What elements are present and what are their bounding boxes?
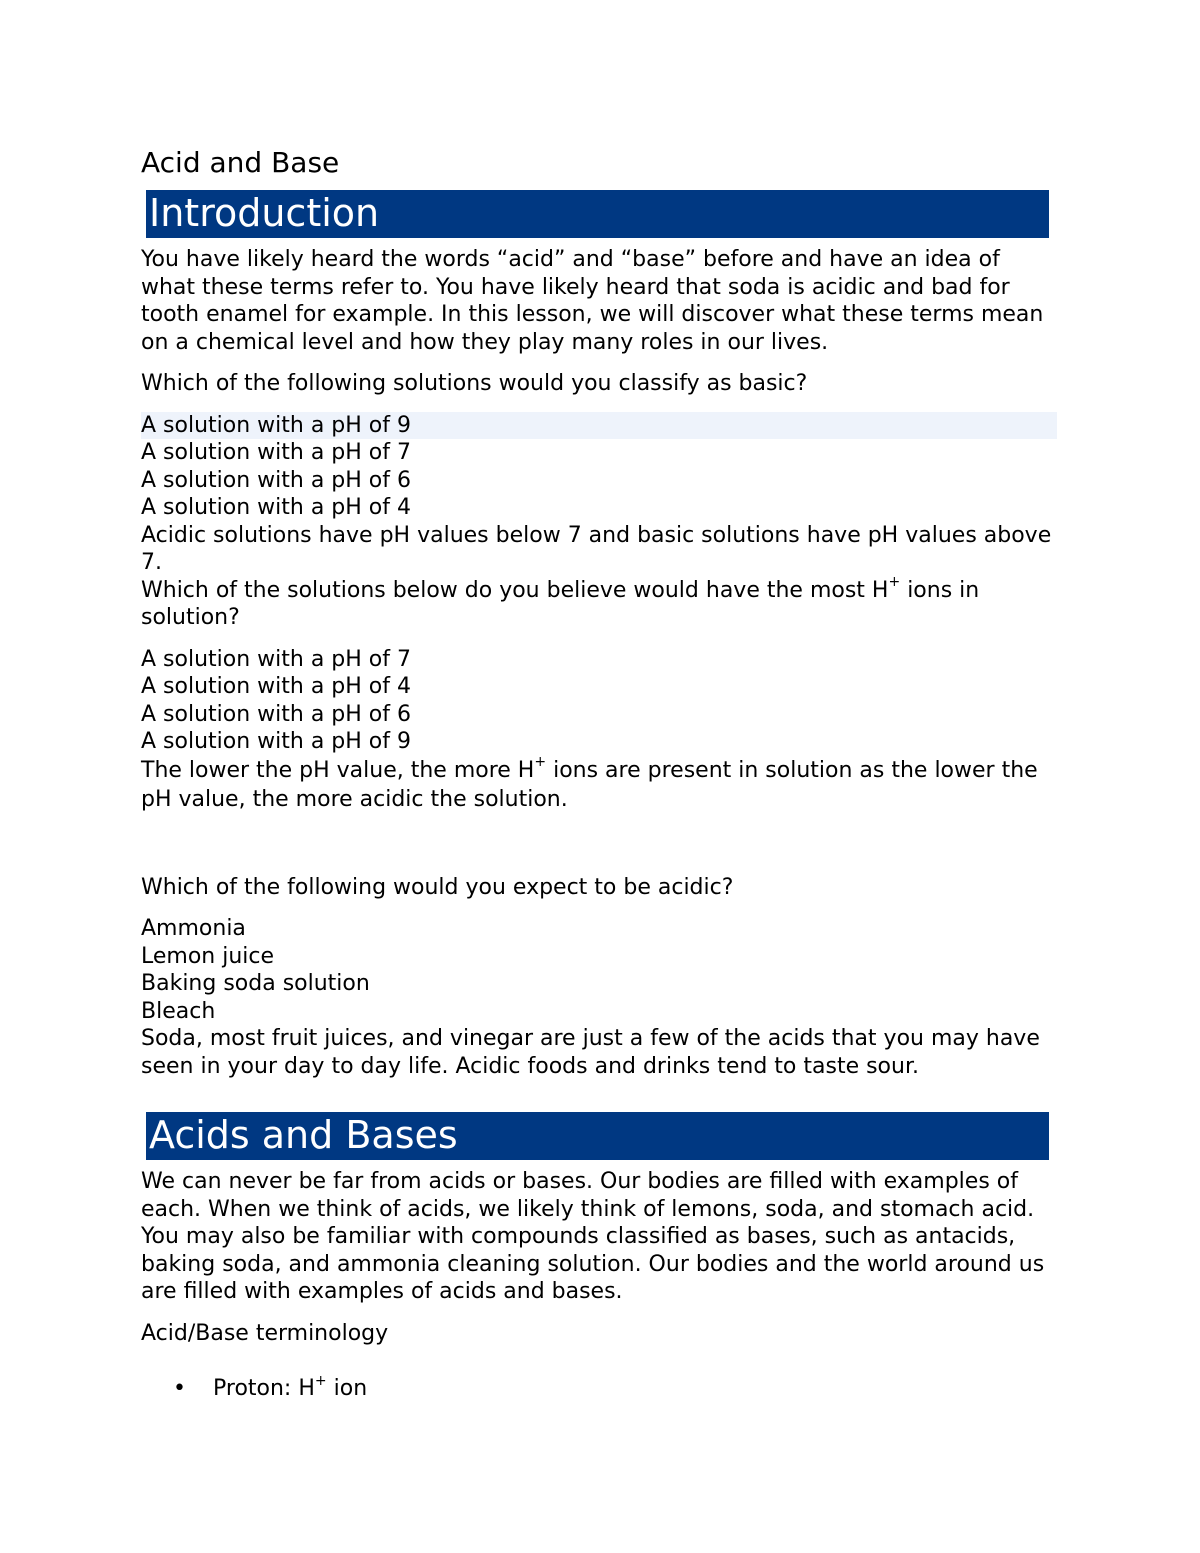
question-3-option[interactable]: Bleach: [141, 998, 216, 1024]
question-3: Which of the following would you expect to be acidic?: [141, 874, 734, 900]
question-3-options: [141, 915, 1056, 1025]
question-3-option[interactable]: Baking soda solution: [141, 971, 370, 996]
question-3-option[interactable]: Ammonia: [141, 916, 246, 941]
question-2-explanation: [141, 756, 1056, 814]
terminology-label: Acid/Base terminology: [141, 1320, 389, 1346]
question-2-option[interactable]: A solution with a pH of 6: [141, 701, 411, 727]
question-2: [141, 574, 1056, 632]
section-heading-introduction: Introduction: [146, 190, 1049, 238]
question-2-explanation-pre: The lower the pH value, the more H: [141, 757, 535, 783]
document-page: [141, 145, 1056, 1403]
term-text-pre: Proton: H: [213, 1376, 315, 1401]
question-1-options: [141, 412, 1056, 522]
question-3-option[interactable]: Lemon juice: [141, 943, 275, 969]
term-text-post: ion: [326, 1376, 368, 1401]
section-heading-acids-and-bases: Acids and Bases: [146, 1112, 1049, 1160]
question-3-explanation: Soda, most fruit juices, and vinegar are just a few of the acids that you may have seen in your day to day life. Acidic foods and drinks tend to taste sour.: [141, 1026, 1040, 1079]
question-1-option[interactable]: A solution with a pH of 4: [141, 495, 411, 520]
question-2-option[interactable]: A solution with a pH of 9: [141, 729, 411, 754]
question-1-option[interactable]: A solution with a pH of 9: [141, 412, 1057, 440]
question-1-option[interactable]: A solution with a pH of 7: [141, 440, 411, 465]
question-1: Which of the following solutions would you classify as basic?: [141, 371, 808, 396]
question-1-option[interactable]: A solution with a pH of 6: [141, 467, 411, 493]
document-title: Acid and Base: [141, 146, 340, 179]
list-item: [141, 1372, 1056, 1403]
question-2-options: [141, 646, 1056, 756]
superscript-plus: +: [314, 1372, 327, 1389]
question-2-text-pre: Which of the solutions below do you believe would have the most H: [141, 577, 889, 603]
question-2-option[interactable]: A solution with a pH of 7: [141, 646, 411, 672]
question-2-explanation-post: ions are present in solution as the lower the pH value, the more acidic the solution.: [141, 757, 1038, 812]
question-2-option[interactable]: A solution with a pH of 4: [141, 674, 411, 699]
superscript-plus: +: [534, 754, 547, 771]
terminology-list: [141, 1372, 1056, 1403]
acids-bases-paragraph: We can never be far from acids or bases. Our bodies are filled with examples of each. When we think of acids, we likely think of lemons, soda, and stomach acid. You may also be familiar with compounds classified as bases, such as antacids, baking soda, and ammonia cleaning solution. Our bodies and the world around us are filled with examples of acids and bases.: [141, 1169, 1045, 1304]
bullet-icon: •: [173, 1376, 186, 1401]
superscript-plus: +: [888, 574, 901, 591]
intro-paragraph: You have likely heard the words “acid” and “base” before and have an idea of what these terms refer to. You have likely heard that soda is acidic and bad for tooth enamel for example. In this lesson, we will discover what these terms mean on a chemical level and how they play many roles in our lives.: [141, 247, 1044, 355]
question-2-text-post: ions in solution?: [141, 577, 980, 630]
question-1-explanation: Acidic solutions have pH values below 7 and basic solutions have pH values above 7.: [141, 522, 1052, 575]
